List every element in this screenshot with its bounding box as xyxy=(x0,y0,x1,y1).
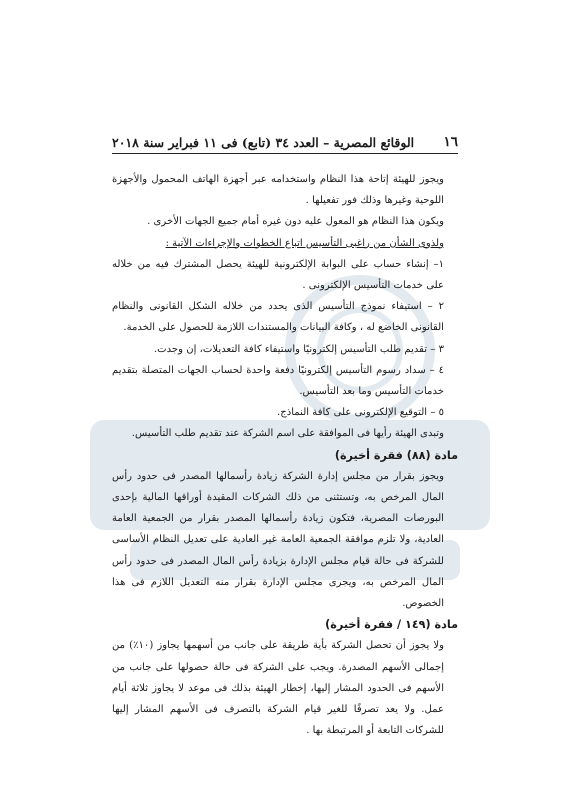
body-paragraph: ٢ – استيفاء نموذج التأسيس الذى يحدد من خلاله الشكل القانونى والنظام القانونى الخاضع له ، وكافة البيانات والمستندات اللازمة للحصول على الخدمة. xyxy=(112,301,444,334)
page-header xyxy=(112,126,458,150)
body-paragraph: ٣ – تقديم طلب التأسيس إلكترونيًا واستيفاء كافة التعديلات، إن وجدت. xyxy=(153,343,444,355)
body-paragraph: ويكون هذا النظام هو المعول عليه دون غيره أمام جميع الجهات الأخرى . xyxy=(147,216,444,228)
body-paragraph: ولذوى الشأن من راغبى التأسيس اتباع الخطوات والإجراءات الآتية : xyxy=(165,237,444,249)
header-rule xyxy=(112,153,458,154)
gazette-title: الوقائع المصرية – العدد ٣٤ (تابع) فى ١١ فبراير سنة ٢٠١٨ xyxy=(112,135,415,150)
body-paragraph: ويجوز بقرار من مجلس إدارة الشركة زيادة رأسمالها المصدر فى حدود رأس المال المرخص به، وتستثنى من ذلك الشركات المقيدة أوراقها المالية بإحدى البورصات المصرية، فتكون زيادة رأسمالها المصدر بقرار من الجمعية العامة العادية، ولا تلزم موافقة الجمعية العامة غير العادية على تعديل النظام الأساسى للشركة فى حالة قيام مجلس الإدارة بزيادة رأس المال المصدر فى حدود رأس المال المرخص به، ويجرى مجلس الإدارة بقرار منه التعديل اللازم فى هذا الخصوص. xyxy=(112,470,444,610)
body-paragraph: ٤ – سداد رسوم التأسيس إلكترونيًا دفعة واحدة لحساب الجهات المتصلة بتقديم خدمات التأسيس وما بعد التأسيس. xyxy=(112,364,444,398)
article-heading: مادة (١٤٩ / فقرة أخيرة) xyxy=(325,618,458,632)
article-heading: مادة (٨٨) فقرة أخيرة) xyxy=(334,448,458,462)
body-paragraph: ٥ – التوقيع الإلكترونى على كافة النماذج. xyxy=(277,407,444,419)
body-paragraph: ١– إنشاء حساب على البوابة الإلكترونية للهيئة يحصل المشترك فيه من خلاله على خدمات التأسيس الإلكترونى . xyxy=(112,258,444,292)
body-paragraph: ولا يجوز أن تحصل الشركة بأية طريقة على جانب من أسهمها يجاوز (١٠٪) من إجمالى الأسهم المصدرة. ويجب على الشركة فى حالة حصولها على جانب من الأسهم فى الحدود المشار إليها، إخطار الهيئة بذلك فى موعد لا يجاوز ثلاثة أيام عمل. ولا يعد تصرفًا للغير قيام الشركة بالتصرف فى الأسهم المشار إليها للشركات التابعة أو المرتبطة بها . xyxy=(112,640,444,737)
document-body xyxy=(112,169,458,741)
body-paragraph: ويجوز للهيئة إتاحة هذا النظام واستخدامه عبر أجهزة الهاتف المحمول والأجهزة اللوحية وغيرها وذلك فور تفعيلها . xyxy=(112,174,444,207)
body-paragraph: وتبدى الهيئة رأيها فى الموافقة على اسم الشركة عند تقديم طلب التأسيس. xyxy=(131,428,444,440)
page-number: ١٦ xyxy=(443,134,458,150)
